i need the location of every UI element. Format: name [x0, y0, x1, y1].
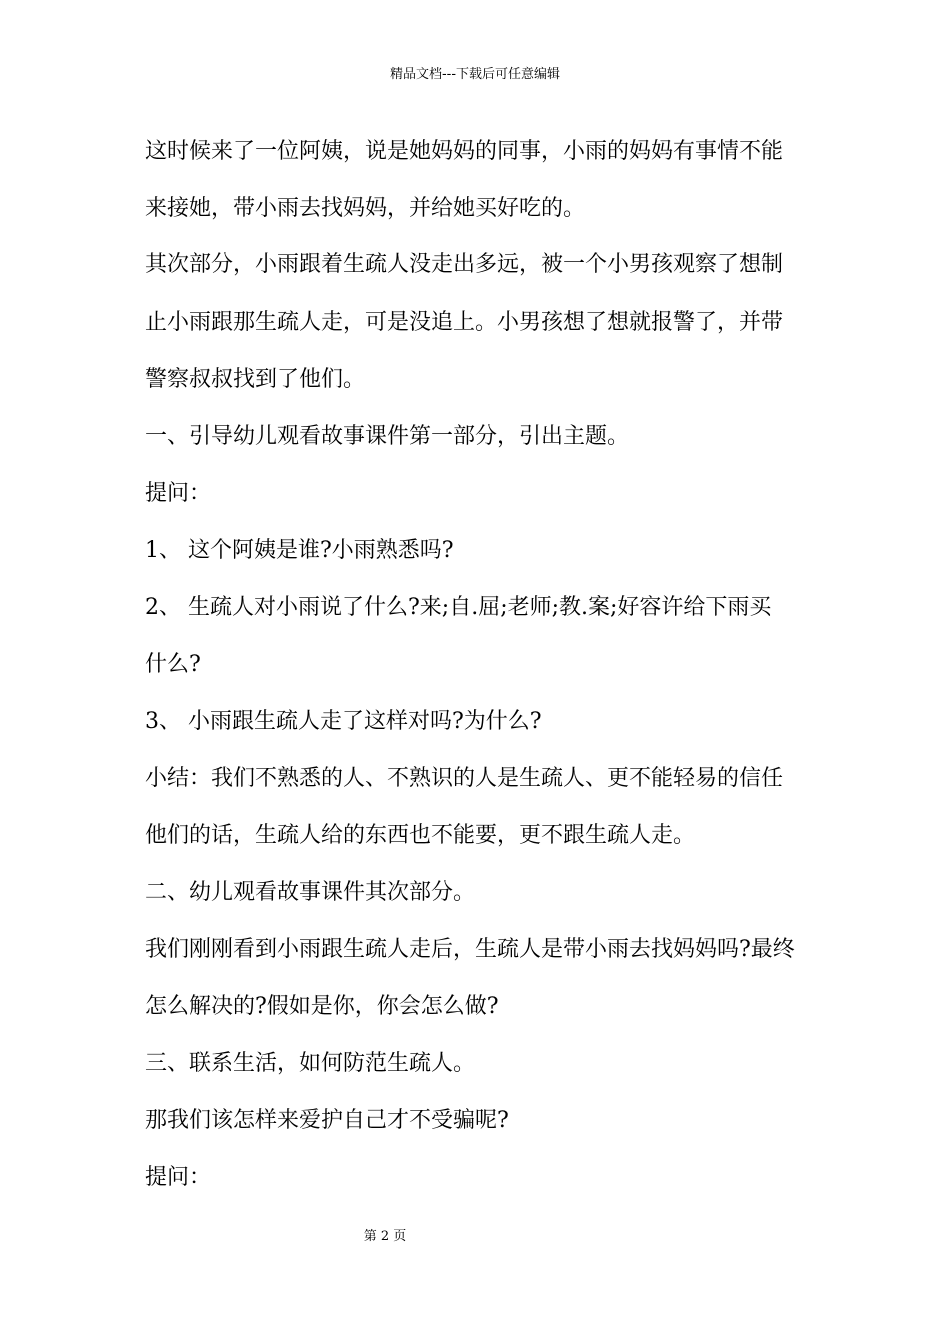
paragraph-line: 什么? — [145, 652, 201, 677]
list-item: 1、 这个阿姨是谁?小雨熟悉吗? — [145, 538, 454, 563]
list-item: 3、 小雨跟生疏人走了这样对吗?为什么? — [145, 709, 542, 734]
page-header: 精品文档---下载后可任意编辑 — [389, 67, 561, 82]
paragraph-line: 我们刚刚看到小雨跟生疏人走后，生疏人是带小雨去找妈妈吗?最终 — [145, 937, 795, 962]
paragraph-line: 提问： — [145, 481, 212, 506]
paragraph-line: 止小雨跟那生疏人走，可是没追上。小男孩想了想就报警了，并带 — [145, 310, 784, 335]
section-heading: 一、引导幼儿观看故事课件第一部分，引出主题。 — [145, 424, 630, 449]
paragraph-line: 小结：我们不熟悉的人、不熟识的人是生疏人、更不能轻易的信任 — [145, 766, 784, 791]
paragraph-line: 警察叔叔找到了他们。 — [145, 367, 366, 392]
section-heading: 二、幼儿观看故事课件其次部分。 — [145, 880, 476, 905]
paragraph-line: 他们的话，生疏人给的东西也不能要，更不跟生疏人走。 — [145, 823, 696, 848]
list-item: 2、 生疏人对小雨说了什么?来;自.屈;老师;教.案;好容许给下雨买 — [145, 595, 772, 620]
section-heading: 三、联系生活，如何防范生疏人。 — [145, 1051, 476, 1076]
paragraph-line: 那我们该怎样来爱护自己才不受骗呢? — [145, 1108, 509, 1133]
page-number: 第 2 页 — [363, 1229, 407, 1244]
paragraph-line: 其次部分，小雨跟着生疏人没走出多远，被一个小男孩观察了想制 — [145, 252, 784, 277]
paragraph-line: 提问： — [145, 1165, 212, 1190]
paragraph-line: 来接她，带小雨去找妈妈，并给她买好吃的。 — [145, 196, 586, 221]
paragraph-line: 怎么解决的?假如是你，你会怎么做? — [145, 994, 499, 1019]
paragraph-line: 这时候来了一位阿姨，说是她妈妈的同事，小雨的妈妈有事情不能 — [145, 139, 784, 164]
